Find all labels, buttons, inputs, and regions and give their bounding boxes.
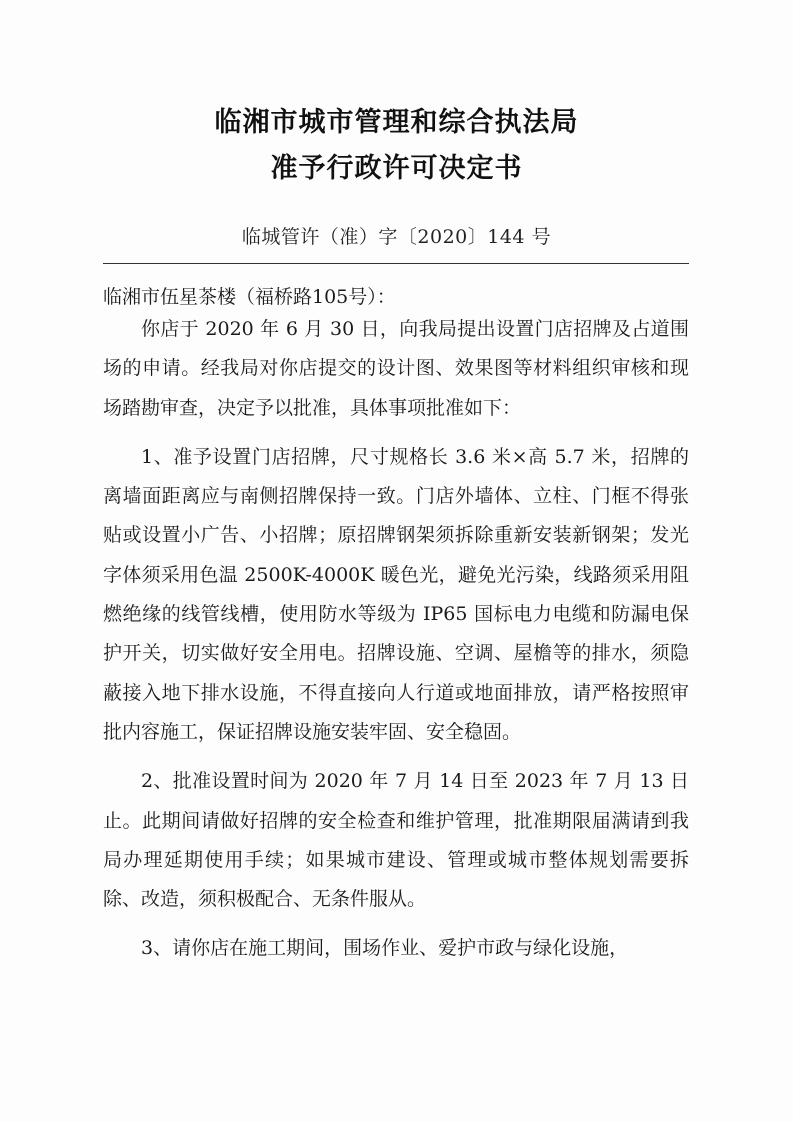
paragraph-item-3: 3、请你店在施工期间，围场作业、爱护市政与绿化设施，: [141, 937, 629, 960]
paragraph-item-1: 1、准予设置门店招牌，尺寸规格长 3.6 米×高 5.7 米，招牌的离墙面距离应与南侧招牌保持一致。门店外墙体、立柱、门框不得张贴或设置小广告、小招牌；原招牌钢架须拆除重新安装新钢架；发光字体须采用色温 2500K-4000K 暖色光，避免光污染，线路须采用阻燃绝缘的线管线槽，使用防水等级为 IP65 国标电力电缆和防漏电保护开关，切实做好安全用电。招牌设施、空调、屋檐等的排水，须隐蔽接入地下排水设施，不得直接向人行道或地面排放，请严格按照审批内容施工，保证招牌设施安装牢固、安全稳固。: [103, 445, 689, 743]
document-body: [103, 310, 689, 969]
addressee: 临湘市伍星茶楼（福桥路105号）：: [103, 286, 396, 308]
document-title-decision: 准予行政许可决定书: [270, 153, 523, 184]
header-divider: [103, 263, 689, 264]
document-number: 临城管许（准）字〔2020〕144 号: [241, 226, 552, 248]
paragraph-item-2: 2、批准设置时间为 2020 年 7 月 14 日至 2023 年 7 月 13 日止。此期间请做好招牌的安全检查和维护管理，批准期限届满请到我局办理延期使用手续；如果城市建设、管理或城市整体规划需要拆除、改造，须积极配合、无条件服从。: [103, 770, 689, 911]
paragraph-intro: 你店于 2020 年 6 月 30 日，向我局提出设置门店招牌及占道围场的申请。经我局对你店提交的设计图、效果图等材料组织审核和现场踏勘审查，决定予以批准，具体事项批准如下：: [103, 318, 689, 419]
document-title-agency: 临湘市城市管理和综合执法局: [214, 107, 579, 138]
